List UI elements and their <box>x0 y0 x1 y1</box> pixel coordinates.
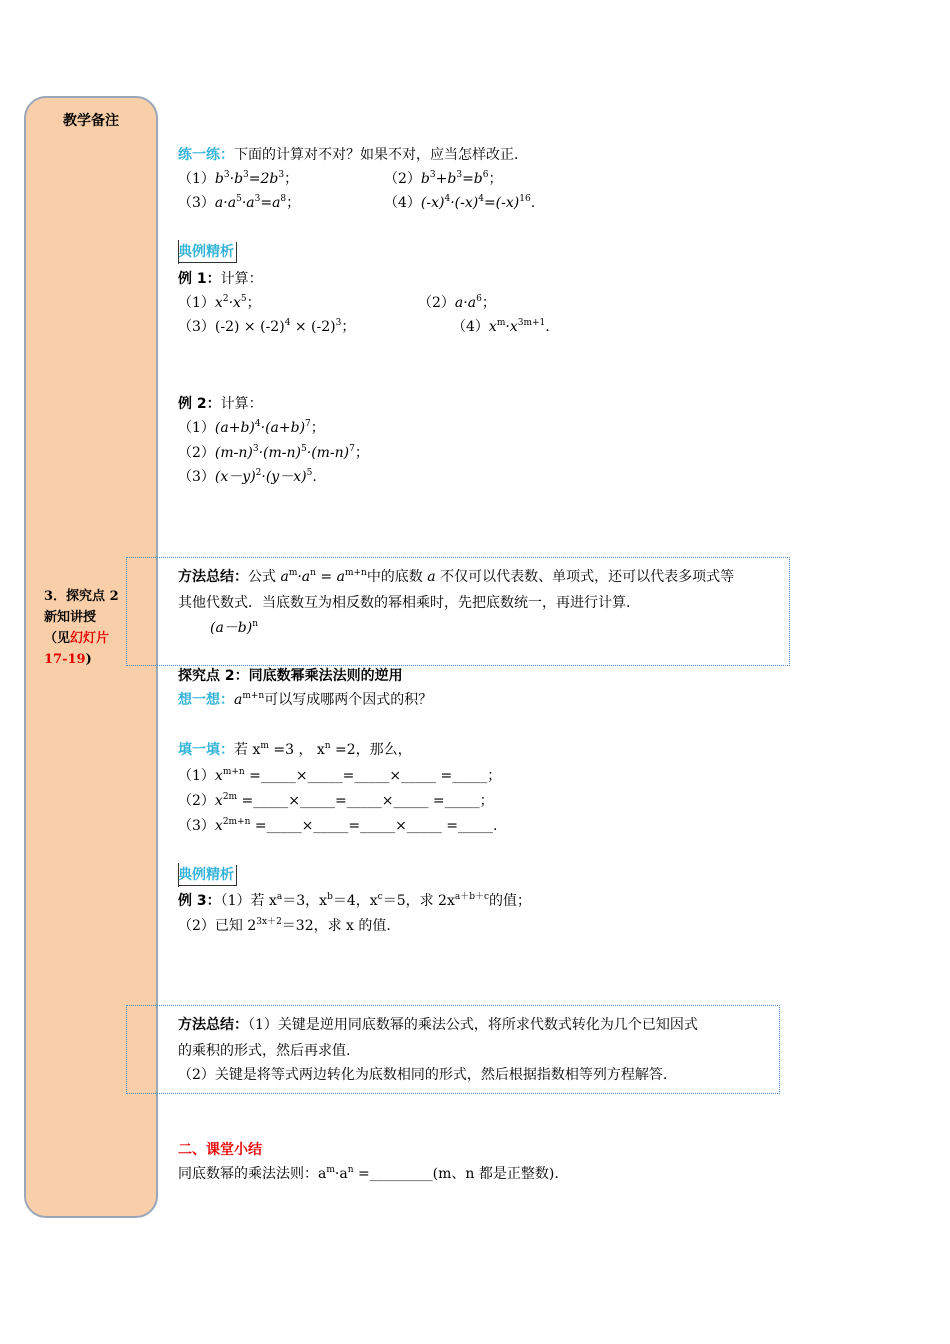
practice-item-2: $(2)b^3+b^3=b^6$； <box>384 170 503 187</box>
practice-prompt: 练一练：下面的计算对不对？如果不对，应当怎样改正． <box>178 147 528 163</box>
fill-item-2: $(2)x^{2m}$ =_____×_____=_____×_____ =_____； <box>178 792 494 809</box>
practice-item-3: $(3)a\cdot a^5\cdot a^3=a^8$； <box>178 194 301 211</box>
example1-item-2: $(2)a\cdot a^6$； <box>418 294 496 311</box>
fill-prompt: 填一填：若 $x^m =3$ ， $x^n =2$，那么， <box>178 741 412 758</box>
example-section-label-2: 典例精析 <box>178 865 237 886</box>
example2-item-1: $(1)(a+b)^4\cdot(a+b)^7$； <box>178 419 325 436</box>
inquiry2-title: 探究点 2：同底数幂乘法法则的逆用 <box>178 668 403 684</box>
practice-item-1: $(1)b^3\cdot b^3=2b^3$； <box>178 170 299 187</box>
fill-item-1: $(1)x^{m+n}$ =_____×_____=_____×_____ =_____； <box>178 767 502 784</box>
example3-line-1: 例 3：（1）若 $x^a=3$，$x^b=4$，$x^c=5$，求 $2x^{a+b+c}$的值； <box>178 892 532 909</box>
example2-title: 例 2：计算： <box>178 396 263 412</box>
example1-title: 例 1：计算： <box>178 271 263 287</box>
example1-item-4: $(4)x^m\cdot x^{3m+1}$. <box>452 318 550 335</box>
example2-item-2: $(2)(m-n)^3\cdot(m-n)^5\cdot(m-n)^7$； <box>178 444 369 461</box>
method2-line-1: 方法总结：（1）关键是逆用同底数幂的乘法公式，将所求代数式转化为几个已知因式 <box>178 1017 698 1033</box>
example2-item-3: $(3)(x-y)^2\cdot(y-x)^5$. <box>178 468 317 485</box>
method2-line-2: 的乘积的形式，然后再求值. <box>178 1043 351 1059</box>
example-section-label-1: 典例精析 <box>178 242 237 263</box>
example1-item-1: $(1)x^2\cdot x^5$； <box>178 294 261 311</box>
example1-item-3: $(3)(-2) \times (-2)^4 \times (-2)^3$； <box>178 318 356 335</box>
summary-heading: 二、课堂小结 <box>178 1142 262 1158</box>
method1-line-2: 其他代数式．当底数互为相反数的幂相乘时，先把底数统一，再进行计算． <box>178 595 640 611</box>
section-line-4: 17-19) <box>44 652 92 667</box>
sidebar-title: 教学备注 <box>63 113 119 129</box>
method2-line-3: （2）关键是将等式两边转化为底数相同的形式，然后根据指数相等列方程解答. <box>178 1067 668 1083</box>
section-line-2: 新知讲授 <box>44 610 97 625</box>
practice-item-4: $(4)(-x)^4\cdot(-x)^4=(-x)^{16}$. <box>384 194 536 211</box>
method1-line-1: 方法总结：公式 $a^m\cdot a^n = a^{m+n}$中的底数 a 不仅可以代表数、单项式，还可以代表多项式等 <box>178 568 735 585</box>
section-line-3: （见幻灯片 <box>44 631 110 646</box>
method1-line-3: $(a-b)^n$ <box>210 619 259 636</box>
fill-item-3: $(3)x^{2m+n}$ =_____×_____=_____×_____ =_____. <box>178 817 498 834</box>
section-line-1: 3．探究点 2 <box>44 589 119 604</box>
example3-line-2: （2）已知 $2^{3x+2}=32$，求 x 的值. <box>178 917 391 934</box>
think-line: 想一想：$a^{m+n}$可以写成哪两个因式的积？ <box>178 691 433 708</box>
summary-rule: 同底数幂的乘法法则：$a^m\cdot a^n$ =_________(m、n 都是正整数). <box>178 1165 559 1182</box>
